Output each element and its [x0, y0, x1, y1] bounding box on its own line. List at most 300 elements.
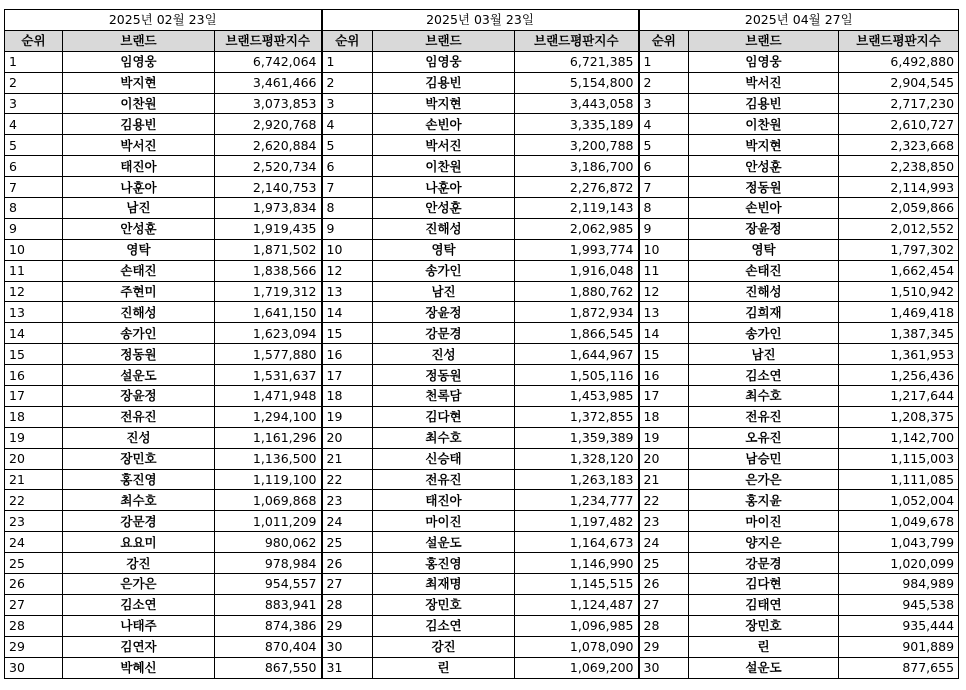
score-cell: 1,471,948 — [215, 386, 322, 407]
rank-cell: 10 — [5, 239, 63, 260]
table-row — [5, 218, 959, 239]
brand-name-cell: 양지은 — [689, 532, 839, 553]
rank-column-header: 순위 — [322, 30, 373, 51]
score-cell: 1,916,048 — [515, 260, 639, 281]
rank-cell: 18 — [639, 406, 689, 427]
rank-cell: 8 — [322, 198, 373, 219]
score-cell: 2,119,143 — [515, 198, 639, 219]
ranking-table — [4, 9, 959, 679]
brand-name-cell: 강문경 — [373, 323, 515, 344]
rank-cell: 28 — [639, 615, 689, 636]
rank-cell: 11 — [5, 260, 63, 281]
table-row — [5, 657, 959, 678]
score-column-header: 브랜드평판지수 — [215, 30, 322, 51]
brand-name-cell: 린 — [689, 636, 839, 657]
rank-cell: 12 — [639, 281, 689, 302]
brand-name-cell: 은가은 — [689, 469, 839, 490]
brand-name-cell: 나훈아 — [63, 177, 215, 198]
score-cell: 1,510,942 — [839, 281, 959, 302]
score-cell: 2,920,768 — [215, 114, 322, 135]
score-cell: 870,404 — [215, 636, 322, 657]
brand-name-cell: 송가인 — [373, 260, 515, 281]
rank-cell: 6 — [5, 156, 63, 177]
rank-cell: 2 — [639, 72, 689, 93]
table-row — [5, 448, 959, 469]
rank-cell: 26 — [322, 553, 373, 574]
rank-cell: 20 — [639, 448, 689, 469]
score-cell: 1,234,777 — [515, 490, 639, 511]
brand-name-cell: 손빈아 — [373, 114, 515, 135]
period-title-row — [5, 10, 959, 31]
score-cell: 1,049,678 — [839, 511, 959, 532]
brand-name-cell: 송가인 — [689, 323, 839, 344]
period-title: 2025년 03월 23일 — [322, 10, 639, 31]
brand-name-cell: 장윤정 — [373, 302, 515, 323]
brand-name-cell: 박지현 — [689, 135, 839, 156]
rank-cell: 25 — [322, 532, 373, 553]
rank-cell: 23 — [5, 511, 63, 532]
rank-cell: 14 — [322, 302, 373, 323]
rank-cell: 20 — [322, 427, 373, 448]
rank-cell: 3 — [5, 93, 63, 114]
score-cell: 2,520,734 — [215, 156, 322, 177]
rank-cell: 14 — [639, 323, 689, 344]
rank-cell: 10 — [639, 239, 689, 260]
brand-name-cell: 김연자 — [63, 636, 215, 657]
brand-name-cell: 송가인 — [63, 323, 215, 344]
score-cell: 3,073,853 — [215, 93, 322, 114]
score-cell: 1,719,312 — [215, 281, 322, 302]
brand-name-cell: 강문경 — [689, 553, 839, 574]
rank-cell: 27 — [639, 594, 689, 615]
brand-name-cell: 임영웅 — [373, 51, 515, 72]
rank-cell: 9 — [639, 218, 689, 239]
brand-name-cell: 은가은 — [63, 574, 215, 595]
score-cell: 1,145,515 — [515, 574, 639, 595]
score-cell: 1,124,487 — [515, 594, 639, 615]
brand-name-cell: 박지현 — [63, 72, 215, 93]
table-row — [5, 386, 959, 407]
score-cell: 1,797,302 — [839, 239, 959, 260]
score-cell: 5,154,800 — [515, 72, 639, 93]
brand-name-cell: 전유진 — [63, 406, 215, 427]
rank-cell: 4 — [5, 114, 63, 135]
brand-name-cell: 진성 — [63, 427, 215, 448]
table-row — [5, 198, 959, 219]
score-cell: 1,469,418 — [839, 302, 959, 323]
rank-cell: 6 — [639, 156, 689, 177]
score-cell: 1,919,435 — [215, 218, 322, 239]
rank-cell: 16 — [5, 365, 63, 386]
score-cell: 2,012,552 — [839, 218, 959, 239]
brand-name-cell: 마이진 — [689, 511, 839, 532]
brand-name-cell: 남진 — [63, 198, 215, 219]
score-cell: 1,294,100 — [215, 406, 322, 427]
score-cell: 2,620,884 — [215, 135, 322, 156]
rank-cell: 10 — [322, 239, 373, 260]
rank-cell: 27 — [5, 594, 63, 615]
rank-cell: 13 — [639, 302, 689, 323]
brand-name-cell: 태진아 — [63, 156, 215, 177]
brand-name-cell: 주현미 — [63, 281, 215, 302]
brand-name-cell: 이찬원 — [373, 156, 515, 177]
score-cell: 2,276,872 — [515, 177, 639, 198]
score-cell: 1,838,566 — [215, 260, 322, 281]
table-row — [5, 72, 959, 93]
score-cell: 1,208,375 — [839, 406, 959, 427]
brand-name-cell: 최재명 — [373, 574, 515, 595]
score-cell: 1,577,880 — [215, 344, 322, 365]
score-cell: 1,136,500 — [215, 448, 322, 469]
rank-cell: 23 — [322, 490, 373, 511]
rank-cell: 26 — [5, 574, 63, 595]
rank-cell: 17 — [5, 386, 63, 407]
brand-name-cell: 박혜신 — [63, 657, 215, 678]
rank-cell: 17 — [639, 386, 689, 407]
rank-cell: 19 — [5, 427, 63, 448]
score-cell: 1,871,502 — [215, 239, 322, 260]
brand-name-cell: 정동원 — [689, 177, 839, 198]
table-row — [5, 594, 959, 615]
brand-name-cell: 설운도 — [689, 657, 839, 678]
brand-name-cell: 강진 — [63, 553, 215, 574]
brand-column-header: 브랜드 — [63, 30, 215, 51]
rank-cell: 21 — [639, 469, 689, 490]
score-cell: 1,119,100 — [215, 469, 322, 490]
brand-name-cell: 김용빈 — [373, 72, 515, 93]
rank-cell: 3 — [639, 93, 689, 114]
rank-cell: 7 — [322, 177, 373, 198]
rank-cell: 5 — [639, 135, 689, 156]
score-cell: 1,161,296 — [215, 427, 322, 448]
table-row — [5, 302, 959, 323]
rank-cell: 21 — [5, 469, 63, 490]
rank-cell: 27 — [322, 574, 373, 595]
score-cell: 1,644,967 — [515, 344, 639, 365]
brand-name-cell: 정동원 — [63, 344, 215, 365]
score-cell: 1,020,099 — [839, 553, 959, 574]
brand-name-cell: 장민호 — [63, 448, 215, 469]
score-cell: 1,096,985 — [515, 615, 639, 636]
rank-cell: 26 — [639, 574, 689, 595]
table-row — [5, 574, 959, 595]
rank-cell: 24 — [5, 532, 63, 553]
rank-cell: 28 — [322, 594, 373, 615]
rank-cell: 29 — [639, 636, 689, 657]
rank-cell: 18 — [5, 406, 63, 427]
score-cell: 2,140,753 — [215, 177, 322, 198]
table-row — [5, 490, 959, 511]
score-cell: 1,164,673 — [515, 532, 639, 553]
brand-name-cell: 진해성 — [689, 281, 839, 302]
rank-cell: 2 — [322, 72, 373, 93]
score-column-header: 브랜드평판지수 — [839, 30, 959, 51]
brand-name-cell: 김소연 — [373, 615, 515, 636]
score-cell: 867,550 — [215, 657, 322, 678]
table-row — [5, 469, 959, 490]
brand-name-cell: 린 — [373, 657, 515, 678]
brand-name-cell: 안성훈 — [373, 198, 515, 219]
brand-reputation-ranking-sheet — [4, 9, 958, 684]
brand-name-cell: 김소연 — [63, 594, 215, 615]
rank-cell: 22 — [639, 490, 689, 511]
brand-name-cell: 최수호 — [689, 386, 839, 407]
brand-name-cell: 설운도 — [63, 365, 215, 386]
brand-name-cell: 홍진영 — [373, 553, 515, 574]
rank-cell: 6 — [322, 156, 373, 177]
rank-cell: 1 — [5, 51, 63, 72]
brand-name-cell: 영탁 — [63, 239, 215, 260]
table-row — [5, 365, 959, 386]
score-cell: 1,069,200 — [515, 657, 639, 678]
period-title: 2025년 04월 27일 — [639, 10, 959, 31]
table-row — [5, 615, 959, 636]
brand-name-cell: 영탁 — [373, 239, 515, 260]
brand-name-cell: 신승태 — [373, 448, 515, 469]
score-cell: 1,453,985 — [515, 386, 639, 407]
score-cell: 1,531,637 — [215, 365, 322, 386]
score-cell: 1,328,120 — [515, 448, 639, 469]
rank-column-header: 순위 — [639, 30, 689, 51]
rank-cell: 5 — [5, 135, 63, 156]
brand-name-cell: 최수호 — [63, 490, 215, 511]
score-cell: 2,238,850 — [839, 156, 959, 177]
score-cell: 954,557 — [215, 574, 322, 595]
rank-cell: 16 — [639, 365, 689, 386]
rank-cell: 22 — [322, 469, 373, 490]
rank-cell: 15 — [639, 344, 689, 365]
brand-name-cell: 손태진 — [689, 260, 839, 281]
brand-name-cell: 김용빈 — [63, 114, 215, 135]
brand-name-cell: 태진아 — [373, 490, 515, 511]
table-row — [5, 344, 959, 365]
rank-cell: 23 — [639, 511, 689, 532]
brand-name-cell: 안성훈 — [63, 218, 215, 239]
brand-name-cell: 나태주 — [63, 615, 215, 636]
score-cell: 6,721,385 — [515, 51, 639, 72]
rank-cell: 18 — [322, 386, 373, 407]
rank-cell: 25 — [5, 553, 63, 574]
rank-cell: 31 — [322, 657, 373, 678]
rank-cell: 24 — [322, 511, 373, 532]
table-row — [5, 636, 959, 657]
rank-cell: 21 — [322, 448, 373, 469]
score-cell: 1,361,953 — [839, 344, 959, 365]
brand-name-cell: 천록담 — [373, 386, 515, 407]
rank-cell: 1 — [639, 51, 689, 72]
brand-name-cell: 홍진영 — [63, 469, 215, 490]
table-row — [5, 406, 959, 427]
brand-name-cell: 장민호 — [373, 594, 515, 615]
rank-cell: 9 — [322, 218, 373, 239]
brand-name-cell: 박지현 — [373, 93, 515, 114]
score-cell: 1,372,855 — [515, 406, 639, 427]
brand-name-cell: 마이진 — [373, 511, 515, 532]
brand-name-cell: 임영웅 — [689, 51, 839, 72]
brand-name-cell: 박서진 — [689, 72, 839, 93]
brand-name-cell: 손태진 — [63, 260, 215, 281]
score-cell: 2,114,993 — [839, 177, 959, 198]
rank-cell: 2 — [5, 72, 63, 93]
brand-name-cell: 진해성 — [63, 302, 215, 323]
table-row — [5, 51, 959, 72]
rank-cell: 8 — [5, 198, 63, 219]
score-cell: 1,011,209 — [215, 511, 322, 532]
rank-cell: 29 — [5, 636, 63, 657]
brand-name-cell: 전유진 — [689, 406, 839, 427]
table-row — [5, 323, 959, 344]
score-cell: 3,200,788 — [515, 135, 639, 156]
table-row — [5, 114, 959, 135]
score-cell: 2,717,230 — [839, 93, 959, 114]
score-cell: 2,062,985 — [515, 218, 639, 239]
table-row — [5, 239, 959, 260]
score-cell: 877,655 — [839, 657, 959, 678]
brand-name-cell: 오유진 — [689, 427, 839, 448]
score-cell: 984,989 — [839, 574, 959, 595]
brand-name-cell: 요요미 — [63, 532, 215, 553]
brand-name-cell: 강진 — [373, 636, 515, 657]
rank-cell: 15 — [5, 344, 63, 365]
rank-cell: 19 — [639, 427, 689, 448]
rank-cell: 8 — [639, 198, 689, 219]
brand-name-cell: 이찬원 — [63, 93, 215, 114]
rank-column-header: 순위 — [5, 30, 63, 51]
rank-cell: 7 — [639, 177, 689, 198]
period-title: 2025년 02월 23일 — [5, 10, 322, 31]
rank-cell: 17 — [322, 365, 373, 386]
rank-cell: 14 — [5, 323, 63, 344]
rank-cell: 5 — [322, 135, 373, 156]
score-cell: 1,623,094 — [215, 323, 322, 344]
score-cell: 1,387,345 — [839, 323, 959, 344]
brand-name-cell: 남승민 — [689, 448, 839, 469]
table-row — [5, 177, 959, 198]
table-row — [5, 511, 959, 532]
rank-cell: 1 — [322, 51, 373, 72]
score-cell: 1,359,389 — [515, 427, 639, 448]
rank-cell: 4 — [639, 114, 689, 135]
score-cell: 3,443,058 — [515, 93, 639, 114]
score-cell: 3,335,189 — [515, 114, 639, 135]
score-cell: 2,323,668 — [839, 135, 959, 156]
brand-name-cell: 박서진 — [63, 135, 215, 156]
brand-name-cell: 안성훈 — [689, 156, 839, 177]
rank-cell: 28 — [5, 615, 63, 636]
table-row — [5, 135, 959, 156]
rank-cell: 24 — [639, 532, 689, 553]
score-cell: 1,069,868 — [215, 490, 322, 511]
brand-name-cell: 임영웅 — [63, 51, 215, 72]
brand-name-cell: 장민호 — [689, 615, 839, 636]
score-column-header: 브랜드평판지수 — [515, 30, 639, 51]
brand-name-cell: 장윤정 — [689, 218, 839, 239]
rank-cell: 30 — [639, 657, 689, 678]
brand-column-header: 브랜드 — [689, 30, 839, 51]
brand-name-cell: 김다현 — [689, 574, 839, 595]
table-row — [5, 156, 959, 177]
rank-cell: 11 — [639, 260, 689, 281]
rank-cell: 30 — [322, 636, 373, 657]
table-row — [5, 532, 959, 553]
rank-cell: 4 — [322, 114, 373, 135]
rank-cell: 20 — [5, 448, 63, 469]
score-cell: 1,872,934 — [515, 302, 639, 323]
score-cell: 901,889 — [839, 636, 959, 657]
brand-name-cell: 전유진 — [373, 469, 515, 490]
rank-cell: 12 — [5, 281, 63, 302]
score-cell: 2,059,866 — [839, 198, 959, 219]
table-row — [5, 93, 959, 114]
score-cell: 945,538 — [839, 594, 959, 615]
score-cell: 935,444 — [839, 615, 959, 636]
score-cell: 1,142,700 — [839, 427, 959, 448]
rank-cell: 9 — [5, 218, 63, 239]
brand-name-cell: 김소연 — [689, 365, 839, 386]
brand-name-cell: 나훈아 — [373, 177, 515, 198]
score-cell: 3,461,466 — [215, 72, 322, 93]
brand-name-cell: 홍지윤 — [689, 490, 839, 511]
score-cell: 2,610,727 — [839, 114, 959, 135]
brand-name-cell: 남진 — [689, 344, 839, 365]
brand-name-cell: 설운도 — [373, 532, 515, 553]
rank-cell: 30 — [5, 657, 63, 678]
brand-name-cell: 장윤정 — [63, 386, 215, 407]
score-cell: 1,078,090 — [515, 636, 639, 657]
brand-name-cell: 영탁 — [689, 239, 839, 260]
score-cell: 1,505,116 — [515, 365, 639, 386]
brand-name-cell: 이찬원 — [689, 114, 839, 135]
score-cell: 1,880,762 — [515, 281, 639, 302]
table-row — [5, 281, 959, 302]
rank-cell: 19 — [322, 406, 373, 427]
score-cell: 3,186,700 — [515, 156, 639, 177]
table-row — [5, 260, 959, 281]
score-cell: 1,263,183 — [515, 469, 639, 490]
brand-name-cell: 최수호 — [373, 427, 515, 448]
score-cell: 1,256,436 — [839, 365, 959, 386]
rank-cell: 25 — [639, 553, 689, 574]
score-cell: 883,941 — [215, 594, 322, 615]
column-header-row — [5, 30, 959, 51]
rank-cell: 3 — [322, 93, 373, 114]
brand-name-cell: 남진 — [373, 281, 515, 302]
score-cell: 1,993,774 — [515, 239, 639, 260]
table-row — [5, 427, 959, 448]
score-cell: 1,662,454 — [839, 260, 959, 281]
table-row — [5, 553, 959, 574]
score-cell: 1,115,003 — [839, 448, 959, 469]
score-cell: 980,062 — [215, 532, 322, 553]
rank-cell: 12 — [322, 260, 373, 281]
score-cell: 978,984 — [215, 553, 322, 574]
rank-cell: 15 — [322, 323, 373, 344]
rank-cell: 29 — [322, 615, 373, 636]
brand-name-cell: 김희재 — [689, 302, 839, 323]
score-cell: 1,111,085 — [839, 469, 959, 490]
score-cell: 2,904,545 — [839, 72, 959, 93]
brand-name-cell: 손빈아 — [689, 198, 839, 219]
score-cell: 1,217,644 — [839, 386, 959, 407]
score-cell: 1,052,004 — [839, 490, 959, 511]
ranking-body — [5, 51, 959, 678]
score-cell: 1,973,834 — [215, 198, 322, 219]
score-cell: 1,197,482 — [515, 511, 639, 532]
rank-cell: 7 — [5, 177, 63, 198]
brand-name-cell: 진해성 — [373, 218, 515, 239]
score-cell: 1,641,150 — [215, 302, 322, 323]
score-cell: 6,742,064 — [215, 51, 322, 72]
